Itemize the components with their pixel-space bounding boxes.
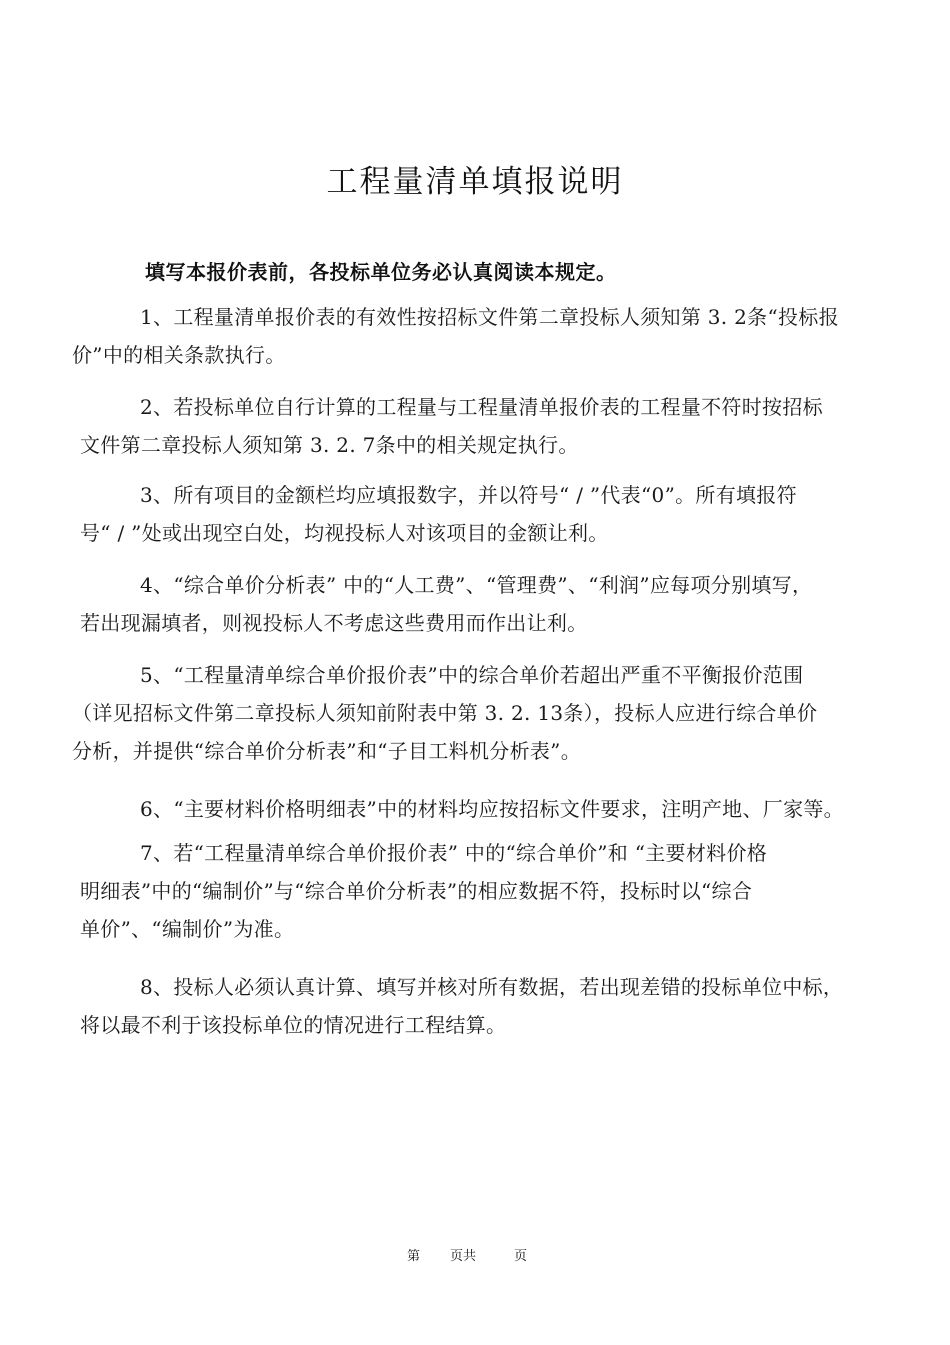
- item-5-line-2: （详见招标文件第二章投标人须知前附表中第 3. 2. 13条），投标人应进行综合单价: [72, 701, 818, 725]
- item-7-line-2: 明细表”中的“编制价”与“综合单价分析表”的相应数据不符，投标时以“综合: [80, 879, 753, 903]
- instruction-item-2: [80, 388, 823, 464]
- instruction-item-4: [80, 566, 812, 642]
- instruction-item-3: [80, 476, 797, 552]
- item-4-line-1: 4、“综合单价分析表” 中的“人工费”、“管理费”、“利润”应每项分别填写，: [140, 573, 813, 597]
- footer-page-label: 第: [407, 1249, 421, 1264]
- instruction-item-7: [80, 834, 767, 948]
- item-6-line-1: 6、“主要材料价格明细表”中的材料均应按招标文件要求，注明产地、厂家等。: [140, 797, 844, 821]
- item-2-line-1: 2、若投标单位自行计算的工程量与工程量清单报价表的工程量不符时按招标: [140, 395, 823, 419]
- footer-total-label: 页共: [450, 1249, 477, 1264]
- item-1-line-2: 价”中的相关条款执行。: [72, 343, 286, 367]
- footer-end-label: 页: [514, 1249, 528, 1264]
- item-7-line-1: 7、若“工程量清单综合单价报价表” 中的“综合单价”和 “主要材料价格: [140, 841, 768, 865]
- item-5-line-1: 5、“工程量清单综合单价报价表”中的综合单价若超出严重不平衡报价范围: [140, 663, 804, 687]
- item-8-line-1: 8、投标人必须认真计算、填写并核对所有数据，若出现差错的投标单位中标，: [140, 975, 844, 999]
- page-title: 工程量清单填报说明: [326, 164, 624, 200]
- item-7-line-3: 单价”、“编制价”为准。: [80, 917, 295, 941]
- item-8-line-2: 将以最不利于该投标单位的情况进行工程结算。: [80, 1013, 507, 1037]
- item-3-line-1: 3、所有项目的金额栏均应填报数字，并以符号“ / ”代表“0”。所有填报符: [140, 483, 797, 507]
- instruction-item-5: [72, 656, 817, 770]
- item-4-line-2: 若出现漏填者，则视投标人不考虑这些费用而作出让利。: [80, 611, 588, 635]
- item-3-line-2: 号“ / ”处或出现空白处，均视投标人对该项目的金额让利。: [80, 521, 609, 545]
- instruction-item-1: [72, 298, 839, 374]
- item-5-line-3: 分析，并提供“综合单价分析表”和“子目工料机分析表”。: [72, 739, 581, 763]
- instruction-item-6: [140, 790, 844, 828]
- intro-notice: 填写本报价表前，各投标单位务必认真阅读本规定。: [145, 260, 617, 284]
- item-1-line-1: 1、工程量清单报价表的有效性按招标文件第二章投标人须知第 3. 2条“投标报: [140, 305, 839, 329]
- item-2-line-2: 文件第二章投标人须知第 3. 2. 7条中的相关规定执行。: [80, 433, 579, 457]
- instruction-item-8: [80, 968, 843, 1044]
